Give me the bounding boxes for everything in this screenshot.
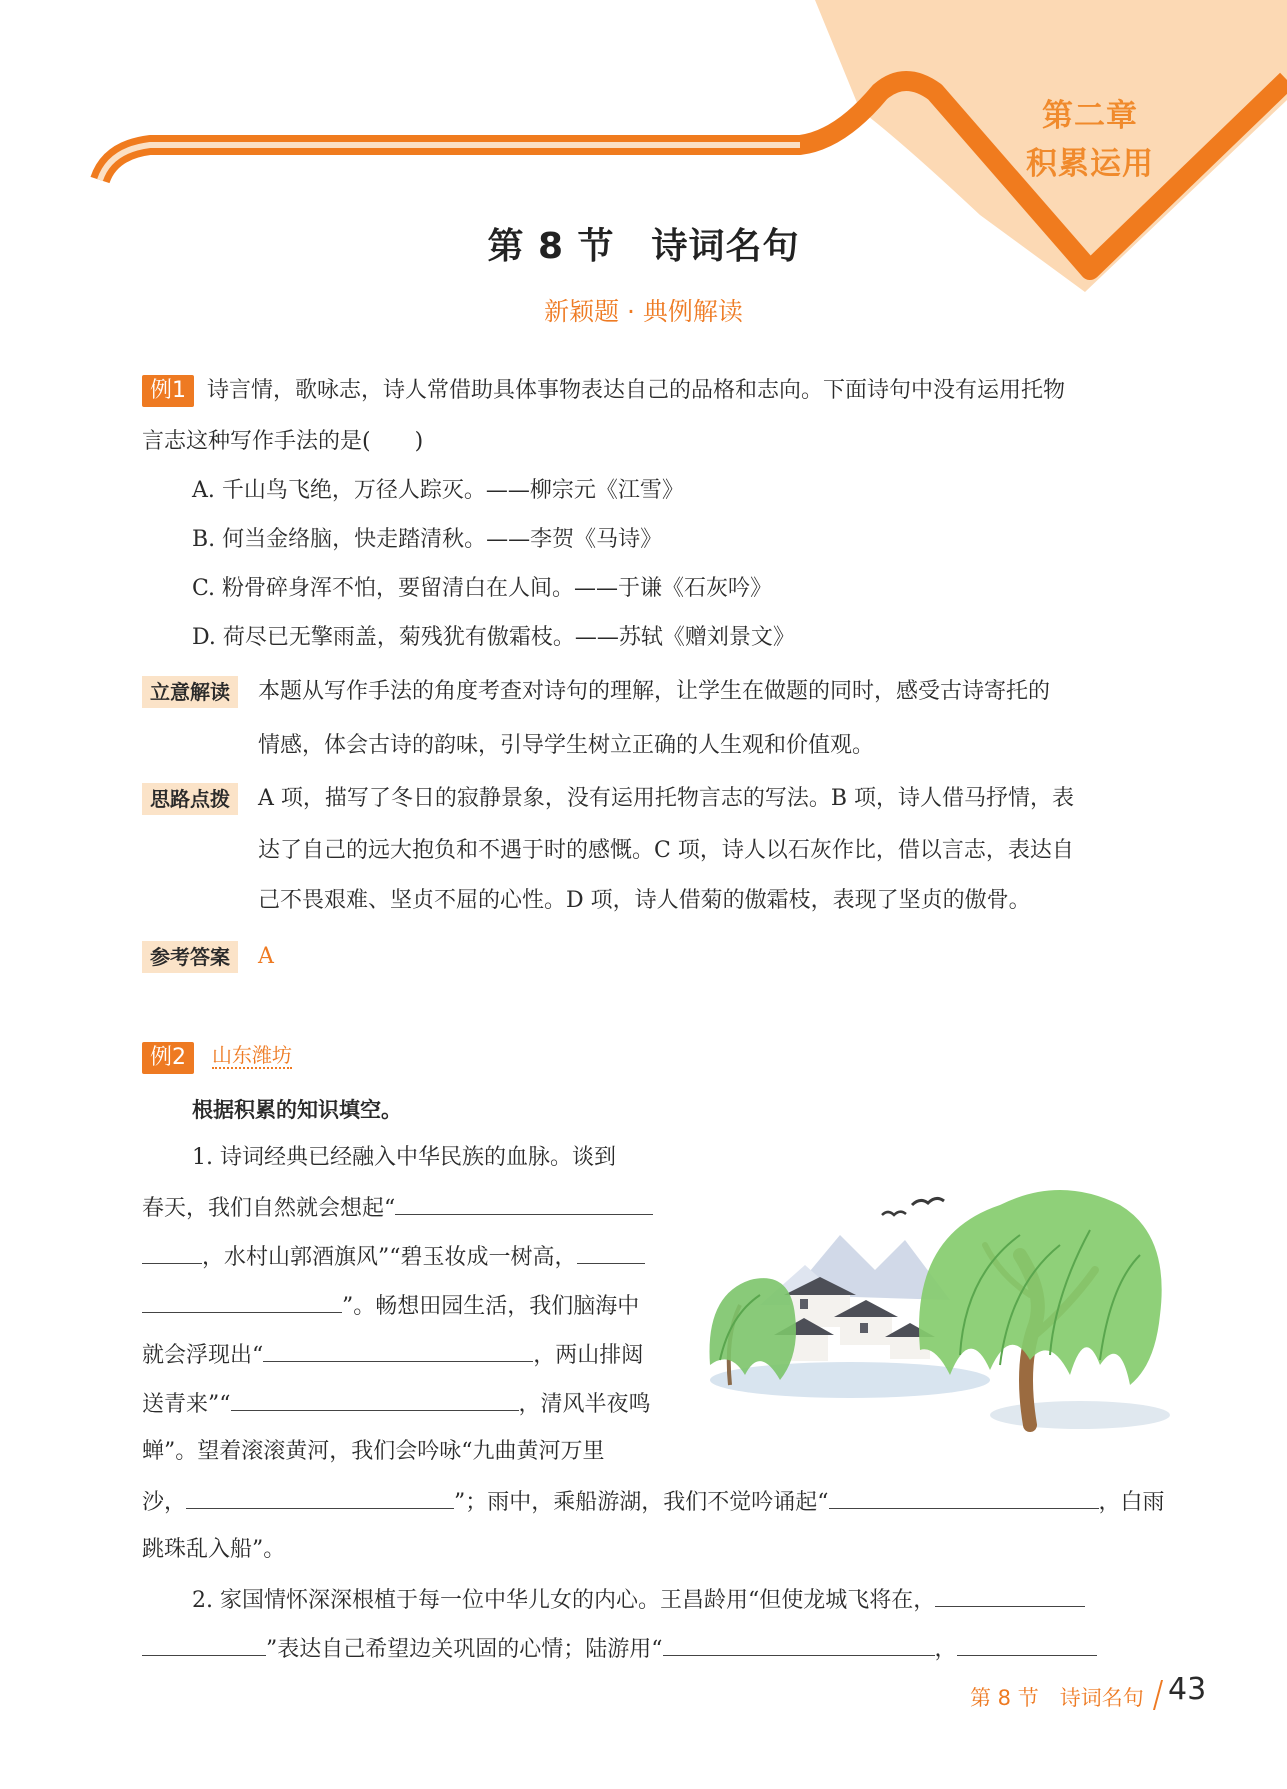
willow-village-illustration xyxy=(700,1175,1170,1437)
option-d: D. 荷尽已无擎雨盖，菊残犹有傲霜枝。——苏轼《赠刘景文》 xyxy=(192,625,795,650)
option-b: B. 何当金络脑，快走踏清秋。——李贺《马诗》 xyxy=(192,527,663,552)
hint-line-1: A 项，描写了冬日的寂静景象，没有运用托物言志的写法。B 项，诗人借马抒情，表 xyxy=(258,786,1075,811)
q2-line-2-text: ”表达自己希望边关巩固的心情；陆游用“ xyxy=(266,1637,663,1662)
intent-line-1: 本题从写作手法的角度考查对诗句的理解，让学生在做题的同时，感受古诗寄托的 xyxy=(258,679,1051,704)
blank-8a[interactable] xyxy=(663,1633,935,1656)
q1-line-1: 1. 诗词经典已经融入中华民族的血脉。谈到 xyxy=(192,1145,616,1170)
q1-line-9: 跳珠乱入船”。 xyxy=(142,1537,286,1562)
answer-value: A xyxy=(258,944,274,969)
q1-line-6 xyxy=(142,1388,651,1420)
option-a: A. 千山鸟飞绝，万径人踪灭。——柳宗元《江雪》 xyxy=(192,478,684,503)
q1-line-3-text: ，水村山郭酒旗风”“碧玉妆成一树高， xyxy=(202,1245,577,1270)
page-number: 43 xyxy=(1168,1672,1207,1707)
hint-line-2: 达了自己的远大抱负和不遇于时的感慨。C 项，诗人以石灰作比，借以言志，表达自 xyxy=(258,838,1074,863)
example-1-tag: 例1 xyxy=(142,375,194,407)
section-title: 第 8 节 诗词名句 xyxy=(487,226,800,267)
footer-divider xyxy=(1153,1680,1163,1710)
option-c: C. 粉骨碎身浑不怕，要留清白在人间。——于谦《石灰吟》 xyxy=(192,576,773,601)
hint-line-3: 己不畏艰难、坚贞不屈的心性。D 项，诗人借菊的傲霜枝，表现了坚贞的傲骨。 xyxy=(258,888,1031,913)
q2-line-1-text: 2. 家国情怀深深根植于每一位中华儿女的内心。王昌龄用“但使龙城飞将在， xyxy=(192,1588,936,1613)
example-1-stem-line-1: 诗言情，歌咏志，诗人常借助具体事物表达自己的品格和志向。下面诗句中没有运用托物 xyxy=(207,378,1066,403)
q1-line-3 xyxy=(142,1241,645,1273)
q1-line-2-text: 春天，我们自然就会想起“ xyxy=(142,1196,396,1221)
hint-label: 思路点拨 xyxy=(142,783,238,815)
example-2-region-wrap xyxy=(212,1040,292,1071)
q1-line-6-text-a: 送青来”“ xyxy=(142,1392,231,1417)
blank-5[interactable] xyxy=(186,1486,454,1509)
q1-line-5-text-a: 就会浮现出“ xyxy=(142,1343,264,1368)
section-subtitle: 新颖题 · 典例解读 xyxy=(544,297,743,326)
blank-2b[interactable] xyxy=(142,1290,342,1313)
blank-8b[interactable] xyxy=(957,1633,1097,1656)
q1-line-5 xyxy=(142,1339,643,1371)
q1-line-7: 蝉”。望着滚滚黄河，我们会吟咏“九曲黄河万里 xyxy=(142,1439,605,1464)
q2-line-2 xyxy=(142,1633,1097,1665)
example-1-stem-line-2: 言志这种写作手法的是( ) xyxy=(142,429,424,454)
q1-line-8 xyxy=(142,1486,1165,1518)
blank-1b[interactable] xyxy=(142,1241,202,1264)
q1-line-6-text-b: ，清风半夜鸣 xyxy=(518,1392,651,1417)
chapter-title: 积累运用 xyxy=(1026,146,1154,182)
blank-3[interactable] xyxy=(263,1339,533,1362)
blank-4[interactable] xyxy=(231,1388,519,1411)
blank-2a[interactable] xyxy=(577,1241,645,1264)
example-2-tag: 例2 xyxy=(142,1042,194,1074)
blank-7b[interactable] xyxy=(142,1633,266,1656)
footer-section-label: 第 8 节 诗词名句 xyxy=(970,1686,1144,1710)
q1-line-8-text-c: ，白雨 xyxy=(1098,1490,1165,1515)
blank-7a[interactable] xyxy=(935,1584,1085,1607)
intent-label: 立意解读 xyxy=(142,676,238,708)
intent-line-2: 情感，体会古诗的韵味，引导学生树立正确的人生观和价值观。 xyxy=(258,733,875,758)
blank-1a[interactable] xyxy=(395,1192,653,1215)
q1-line-2 xyxy=(142,1192,653,1224)
q1-line-4 xyxy=(142,1290,639,1322)
example-2-instruction: 根据积累的知识填空。 xyxy=(192,1098,402,1122)
chapter-number: 第二章 xyxy=(1042,98,1138,134)
example-2-region: 山东潍坊 xyxy=(212,1043,292,1067)
q2-line-1 xyxy=(192,1584,1085,1616)
q1-line-8-text-a: 沙， xyxy=(142,1490,187,1515)
q1-line-8-text-b: ”；雨中，乘船游湖，我们不觉吟诵起“ xyxy=(454,1490,829,1515)
q1-line-5-text-b: ，两山排闼 xyxy=(533,1343,644,1368)
blank-6[interactable] xyxy=(829,1486,1099,1509)
q2-line-2-comma: ， xyxy=(934,1637,957,1662)
q1-line-4-text: ”。畅想田园生活，我们脑海中 xyxy=(342,1294,640,1319)
answer-label: 参考答案 xyxy=(142,941,238,973)
